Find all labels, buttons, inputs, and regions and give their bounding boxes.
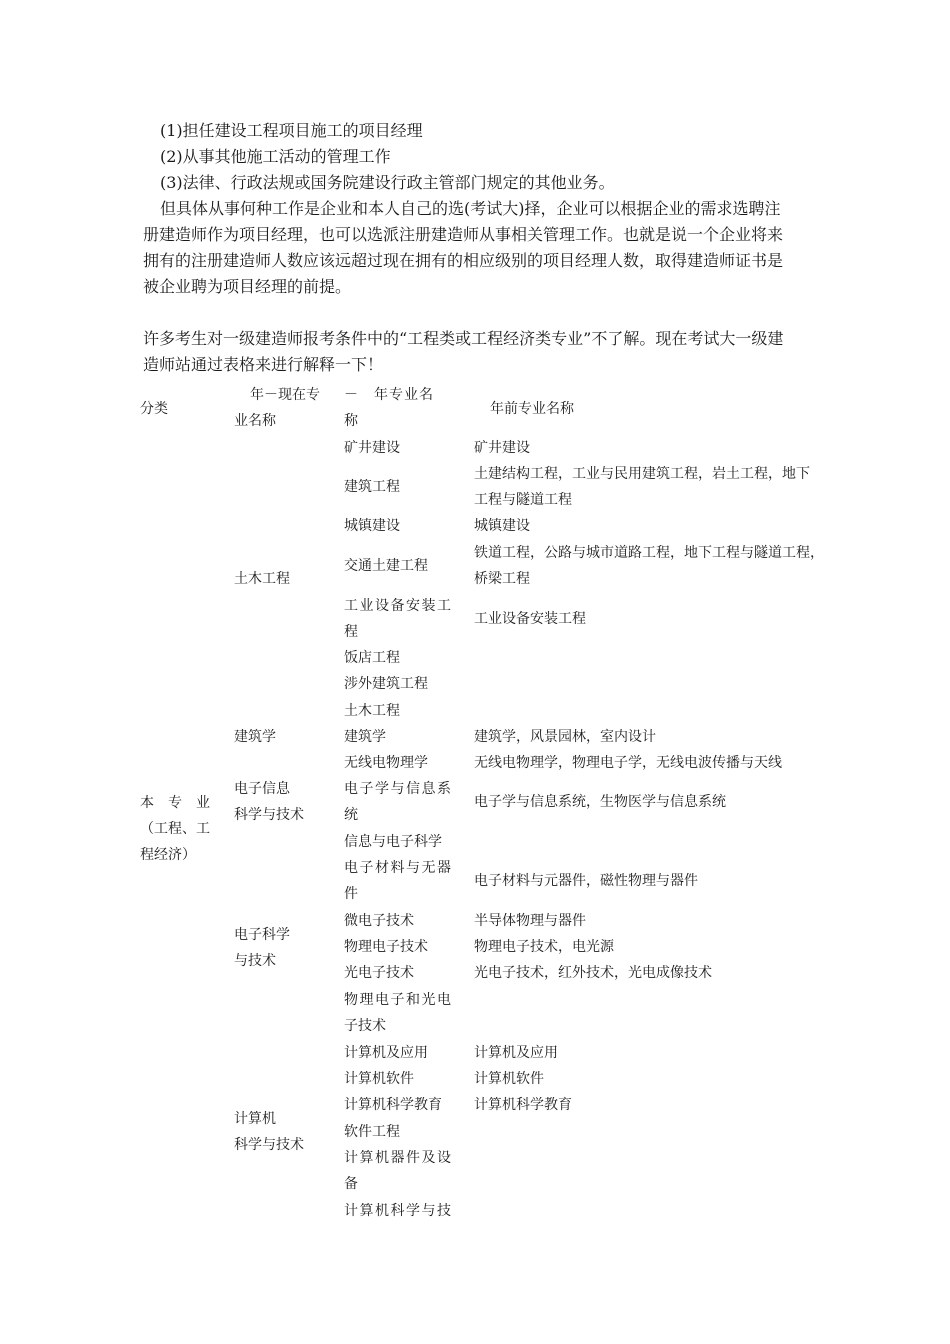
group-cell: 电子科学 — [234, 927, 290, 943]
old-cell: 建筑学，风景园林，室内设计 — [474, 729, 656, 745]
header-current-cont: 业名称 — [234, 413, 276, 429]
header-old: 年前专业名称 — [490, 401, 574, 417]
group-cell: 科学与技术 — [234, 807, 304, 823]
old-cell: 计算机软件 — [474, 1071, 544, 1087]
mid-cell: 电子材料与无器 — [344, 860, 453, 876]
group-cell: 建筑学 — [234, 729, 276, 745]
list-item-3: (3)法律、行政法规或国务院建设行政主管部门规定的其他业务。 — [160, 173, 615, 192]
mid-cell: 无线电物理学 — [344, 755, 428, 771]
mid-cell: 件 — [344, 886, 358, 902]
mid-cell: 子技术 — [344, 1018, 386, 1034]
mid-cell: 涉外建筑工程 — [344, 676, 428, 692]
header-category: 分类 — [140, 401, 168, 417]
old-cell: 工业设备安装工程 — [474, 611, 586, 627]
mid-cell: 软件工程 — [344, 1124, 400, 1140]
header-current: 年－现在专 — [250, 387, 320, 403]
mid-cell: 矿井建设 — [344, 440, 400, 456]
old-cell: 工程与隧道工程 — [474, 492, 572, 508]
note-line: 许多考生对一级建造师报考条件中的“工程类或工程经济类专业”不了解。现在考试大一级建 — [143, 329, 784, 348]
category-cell: 本 专 业 — [140, 795, 210, 811]
paragraph-line: 但具体从事何种工作是企业和本人自己的选(考试大)择，企业可以根据企业的需求选聘注 — [160, 199, 781, 218]
category-cell: 程经济） — [140, 847, 196, 863]
mid-cell: 城镇建设 — [344, 518, 400, 534]
list-item-1: (1)担任建设工程项目施工的项目经理 — [160, 121, 423, 140]
group-cell: 电子信息 — [234, 781, 290, 797]
old-cell: 桥梁工程 — [474, 571, 530, 587]
mid-cell: 电子学与信息系 — [344, 781, 453, 797]
paragraph-line: 册建造师作为项目经理，也可以选派注册建造师从事相关管理工作。也就是说一个企业将来 — [143, 225, 784, 244]
old-cell: 铁道工程，公路与城市道路工程，地下工程与隧道工程， — [474, 545, 824, 561]
old-cell: 电子材料与元器件，磁性物理与器件 — [474, 873, 698, 889]
mid-cell: 计算机及应用 — [344, 1045, 428, 1061]
mid-cell: 土木工程 — [344, 703, 400, 719]
paragraph-line: 拥有的注册建造师人数应该远超过现在拥有的相应级别的项目经理人数，取得建造师证书是 — [143, 251, 784, 270]
old-cell: 城镇建设 — [474, 518, 530, 534]
mid-cell: 物理电子和光电 — [344, 992, 453, 1008]
old-cell: 物理电子技术，电光源 — [474, 939, 614, 955]
mid-cell: 物理电子技术 — [344, 939, 428, 955]
mid-cell: 建筑学 — [344, 729, 386, 745]
mid-cell: 饭店工程 — [344, 650, 400, 666]
mid-cell: 交通土建工程 — [344, 558, 428, 574]
old-cell: 矿井建设 — [474, 440, 530, 456]
category-cell: （工程、工 — [140, 821, 210, 837]
mid-cell: 信息与电子科学 — [344, 834, 442, 850]
old-cell: 光电子技术，红外技术，光电成像技术 — [474, 965, 712, 981]
mid-cell: 建筑工程 — [344, 479, 400, 495]
mid-cell: 光电子技术 — [344, 965, 414, 981]
mid-cell: 统 — [344, 807, 358, 823]
old-cell: 土建结构工程，工业与民用建筑工程，岩土工程，地下 — [474, 466, 810, 482]
mid-cell: 计算机软件 — [344, 1071, 414, 1087]
old-cell: 计算机科学教育 — [474, 1097, 572, 1113]
mid-cell: 程 — [344, 624, 358, 640]
old-cell: 电子学与信息系统，生物医学与信息系统 — [474, 794, 726, 810]
mid-cell: 微电子技术 — [344, 913, 414, 929]
list-item-2: (2)从事其他施工活动的管理工作 — [160, 147, 391, 166]
mid-cell: 计算机科学与技 — [344, 1203, 453, 1219]
old-cell: 半导体物理与器件 — [474, 913, 586, 929]
mid-cell: 计算机器件及设 — [344, 1150, 453, 1166]
mid-cell: 计算机科学教育 — [344, 1097, 442, 1113]
group-cell: 与技术 — [234, 953, 276, 969]
paragraph-line: 被企业聘为项目经理的前提。 — [143, 277, 352, 296]
note-line: 造师站通过表格来进行解释一下！ — [143, 355, 384, 374]
group-cell: 科学与技术 — [234, 1137, 304, 1153]
mid-cell: 工业设备安装工 — [344, 598, 453, 614]
mid-cell: 备 — [344, 1176, 358, 1192]
group-cell: 计算机 — [234, 1111, 276, 1127]
header-mid-cont: 称 — [344, 413, 358, 429]
old-cell: 计算机及应用 — [474, 1045, 558, 1061]
header-mid: － 年专业名 — [344, 387, 434, 403]
old-cell: 无线电物理学，物理电子学，无线电波传播与天线 — [474, 755, 782, 771]
group-cell: 土木工程 — [234, 571, 290, 587]
